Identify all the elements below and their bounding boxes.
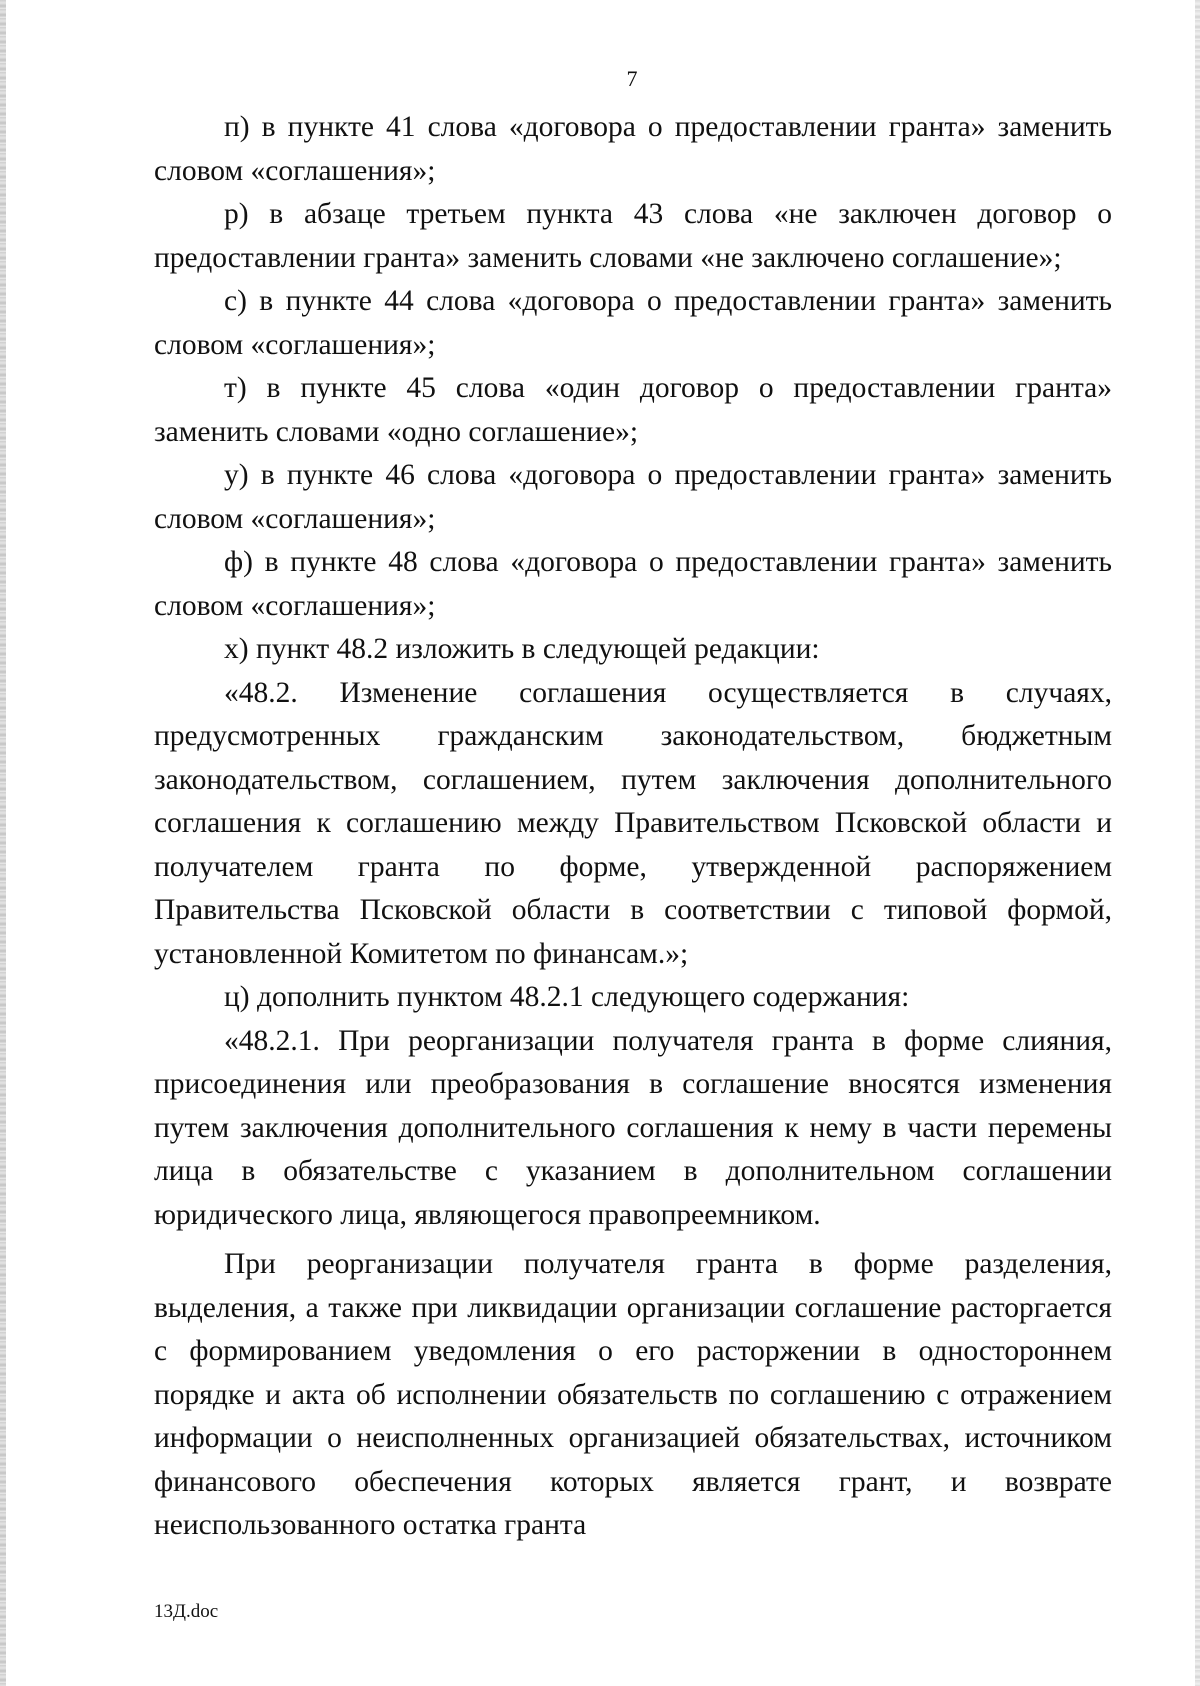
scan-edge-left xyxy=(0,0,6,1686)
paragraph-clause-48-2: «48.2. Изменение соглашения осуществляется в случаях, предусмотренных гражданским законодательством, бюджетным законодательством, соглашением, путем заключения дополнительного соглашения к соглашению между Правительством Псковской области и получателем гранта по форме, утвержденной распоряжением Правительства Псковской области в соответствии с типовой формой, установленной Комитетом по финансам.»; xyxy=(154,676,1112,970)
paragraph-item-kh: х) пункт 48.2 изложить в следующей редакции: xyxy=(224,633,820,665)
footer-file-name: 13Д.doc xyxy=(154,1601,219,1622)
page-number: 7 xyxy=(626,66,638,91)
paragraph-item-r: р) в абзаце третьем пункта 43 слова «не заключен договор о предоставлении гранта» заменить словами «не заключено соглашение»; xyxy=(154,198,1112,274)
paragraph-item-ts: ц) дополнить пунктом 48.2.1 следующего содержания: xyxy=(224,981,910,1013)
paragraph-item-u: у) в пункте 46 слова «договора о предоставлении гранта» заменить словом «соглашения»; xyxy=(154,459,1112,535)
paragraph-item-s: с) в пункте 44 слова «договора о предоставлении гранта» заменить словом «соглашения»; xyxy=(154,285,1112,361)
paragraph-item-f: ф) в пункте 48 слова «договора о предоставлении гранта» заменить словом «соглашения»; xyxy=(154,546,1112,622)
paragraph-item-t: т) в пункте 45 слова «один договор о предоставлении гранта» заменить словами «одно соглашение»; xyxy=(154,372,1112,448)
paragraph-reorganization: При реорганизации получателя гранта в форме разделения, выделения, а также при ликвидации организации соглашение расторгается с формированием уведомления о его расторжении в одностороннем порядке и акта об исполнении обязательств по соглашению с отражением информации о неисполненных организацией обязательствах, источником финансового обеспечения которых является грант, и возврате неиспользованного остатка гранта xyxy=(154,1248,1112,1541)
document-body xyxy=(154,106,1112,1548)
scan-edge-right xyxy=(1195,0,1200,1686)
paragraph-clause-48-2-1: «48.2.1. При реорганизации получателя гранта в форме слияния, присоединения или преобразования в соглашение вносятся изменения путем заключения дополнительного соглашения к нему в части перемены лица в обязательстве с указанием в дополнительном соглашении юридического лица, являющегося правопреемником. xyxy=(154,1024,1112,1231)
paragraph-item-p: п) в пункте 41 слова «договора о предоставлении гранта» заменить словом «соглашения»; xyxy=(154,111,1112,187)
